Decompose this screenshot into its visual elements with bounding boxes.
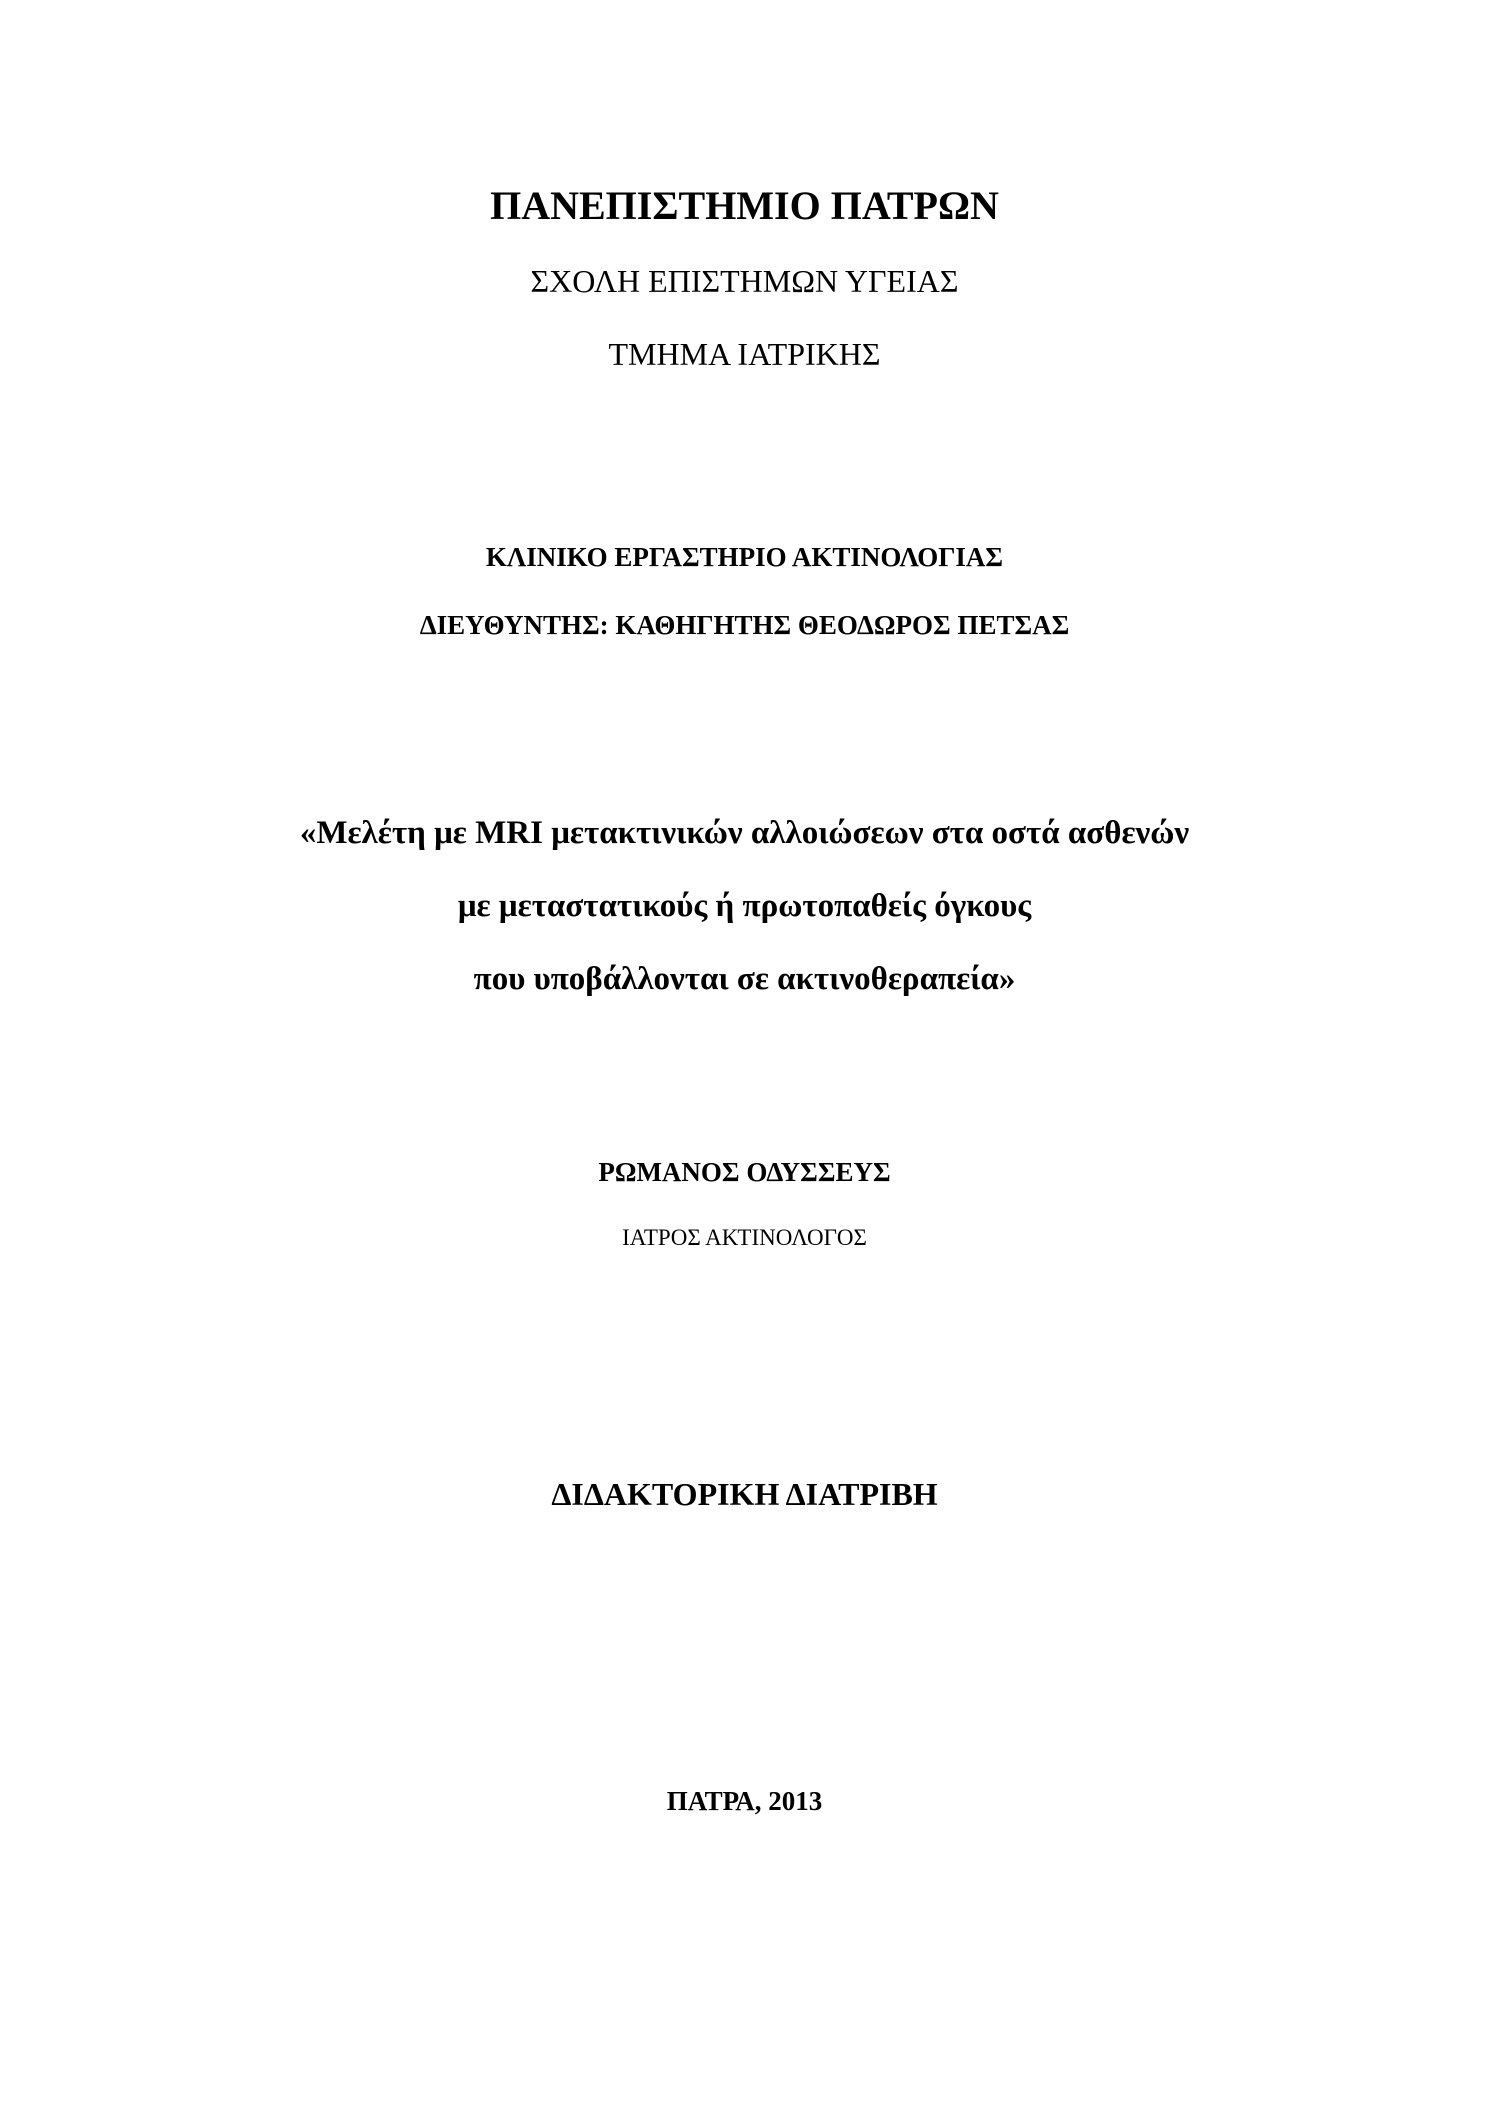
thesis-title-line-3: που υποβάλλονται σε ακτινοθεραπεία» [473, 961, 1016, 997]
school-name: ΣΧΟΛΗ ΕΠΙΣΤΗΜΩΝ ΥΓΕΙΑΣ [530, 263, 959, 299]
lab-name: ΚΛΙΝΙΚΟ ΕΡΓΑΣΤΗΡΙΟ ΑΚΤΙΝΟΛΟΓΙΑΣ [485, 542, 1004, 572]
lab-director: ΔΙΕΥΘΥΝΤΗΣ: ΚΑΘΗΓΗΤΗΣ ΘΕΟΔΩΡΟΣ ΠΕΤΣΑΣ [419, 610, 1070, 640]
thesis-type: ΔΙΔΑΚΤΟΡΙΚΗ ΔΙΑΤΡΙΒΗ [551, 1476, 938, 1512]
author-role: ΙΑΤΡΟΣ ΑΚΤΙΝΟΛΟΓΟΣ [622, 1225, 867, 1250]
place-and-year: ΠΑΤΡΑ, 2013 [666, 1786, 823, 1816]
department-name: ΤΜΗΜΑ ΙΑΤΡΙΚΗΣ [608, 336, 881, 372]
thesis-title-line-2: με μεταστατικούς ή πρωτοπαθείς όγκους [457, 888, 1032, 924]
thesis-title-line-1: «Μελέτη με MRI μετακτινικών αλλοιώσεων στα οστά ασθενών [299, 815, 1190, 851]
author-name: ΡΩΜΑΝΟΣ ΟΔΥΣΣΕΥΣ [598, 1157, 891, 1187]
university-name: ΠΑΝΕΠΙΣΤΗΜΙΟ ΠΑΤΡΩΝ [490, 183, 999, 228]
